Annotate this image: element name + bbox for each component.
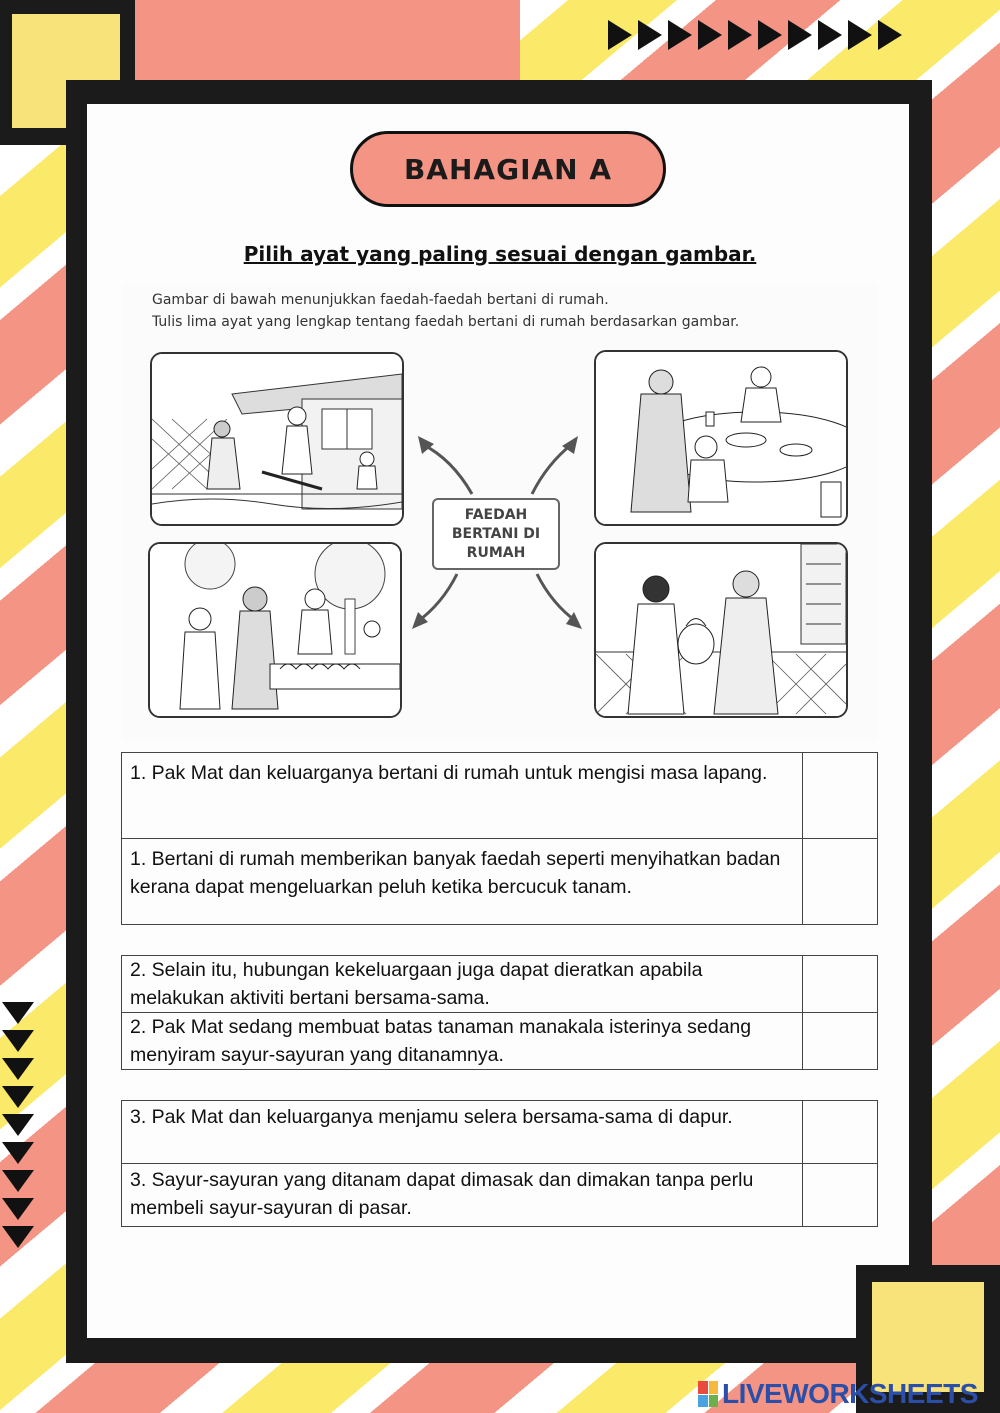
option-text: 2. Selain itu, hubungan kekeluargaan juga dapat dieratkan apabila melakukan aktiviti bertani bersama-sama. <box>122 956 803 1013</box>
answer-drop-box[interactable] <box>803 956 878 1013</box>
chevron-right-icon <box>638 20 662 50</box>
chevron-down-icon <box>2 1030 34 1052</box>
section-title: BAHAGIAN A <box>350 131 666 207</box>
option-text: 3. Sayur-sayuran yang ditanam dapat dimasak dan dimakan tanpa perlu membeli sayur-sayuran di pasar. <box>122 1164 803 1227</box>
chevron-right-icon <box>698 20 722 50</box>
chevron-down-icon <box>2 1086 34 1108</box>
chevron-right-icon <box>848 20 872 50</box>
figure-caption-line1: Gambar di bawah menunjukkan faedah-faedah bertani di rumah. <box>152 292 609 308</box>
liveworksheets-logo-icon <box>698 1381 718 1407</box>
chevron-right-icon <box>878 20 902 50</box>
answer-drop-box[interactable] <box>803 1101 878 1164</box>
chevron-right-icon <box>818 20 842 50</box>
option-row <box>122 753 878 839</box>
option-row <box>122 956 878 1013</box>
liveworksheets-watermark <box>698 1378 978 1410</box>
option-group-1 <box>121 752 878 925</box>
chevron-right-icon <box>758 20 782 50</box>
chevron-right-icon <box>608 20 632 50</box>
option-group-3 <box>121 1100 878 1227</box>
option-row <box>122 1164 878 1227</box>
chevron-down-icon <box>2 1170 34 1192</box>
chevron-down-icon <box>2 1002 34 1024</box>
answer-drop-box[interactable] <box>803 839 878 925</box>
option-text: 3. Pak Mat dan keluarganya menjamu selera bersama-sama di dapur. <box>122 1101 803 1164</box>
chevron-down-icon <box>2 1226 34 1248</box>
chevron-right-icon <box>728 20 752 50</box>
watermark-text: LIVEWORKSHEETS <box>722 1378 978 1409</box>
figure-caption-line2: Tulis lima ayat yang lengkap tentang faedah bertani di rumah berdasarkan gambar. <box>152 314 740 330</box>
option-row <box>122 1101 878 1164</box>
chevron-down-icon <box>2 1198 34 1220</box>
center-label-line3: RUMAH <box>466 544 526 561</box>
option-text: 1. Bertani di rumah memberikan banyak faedah seperti menyihatkan badan kerana dapat mengeluarkan peluh ketika bercucuk tanam. <box>122 839 803 925</box>
answer-drop-box[interactable] <box>803 753 878 839</box>
option-text: 2. Pak Mat sedang membuat batas tanaman manakala isterinya sedang menyiram sayur-sayuran yang ditanamnya. <box>122 1013 803 1070</box>
illustration-figure <box>122 284 878 740</box>
chevron-down-icon <box>2 1058 34 1080</box>
chevron-down-icon <box>2 1114 34 1136</box>
answer-drop-box[interactable] <box>803 1013 878 1070</box>
option-text: 1. Pak Mat dan keluarganya bertani di rumah untuk mengisi masa lapang. <box>122 753 803 839</box>
center-label-box <box>432 498 560 570</box>
center-label-line2: BERTANI DI <box>451 525 541 542</box>
chevron-down-icon <box>2 1142 34 1164</box>
corner-square-bottom-fill <box>872 1282 984 1392</box>
center-label-line1: FAEDAH <box>464 506 528 523</box>
chevron-row-right <box>608 20 928 60</box>
option-group-2 <box>121 955 878 1070</box>
answer-drop-box[interactable] <box>803 1164 878 1227</box>
chevron-column-down <box>2 1002 38 1248</box>
instruction-text: Pilih ayat yang paling sesuai dengan gambar. <box>243 242 757 266</box>
chevron-right-icon <box>668 20 692 50</box>
option-row <box>122 1013 878 1070</box>
chevron-right-icon <box>788 20 812 50</box>
option-row <box>122 839 878 925</box>
